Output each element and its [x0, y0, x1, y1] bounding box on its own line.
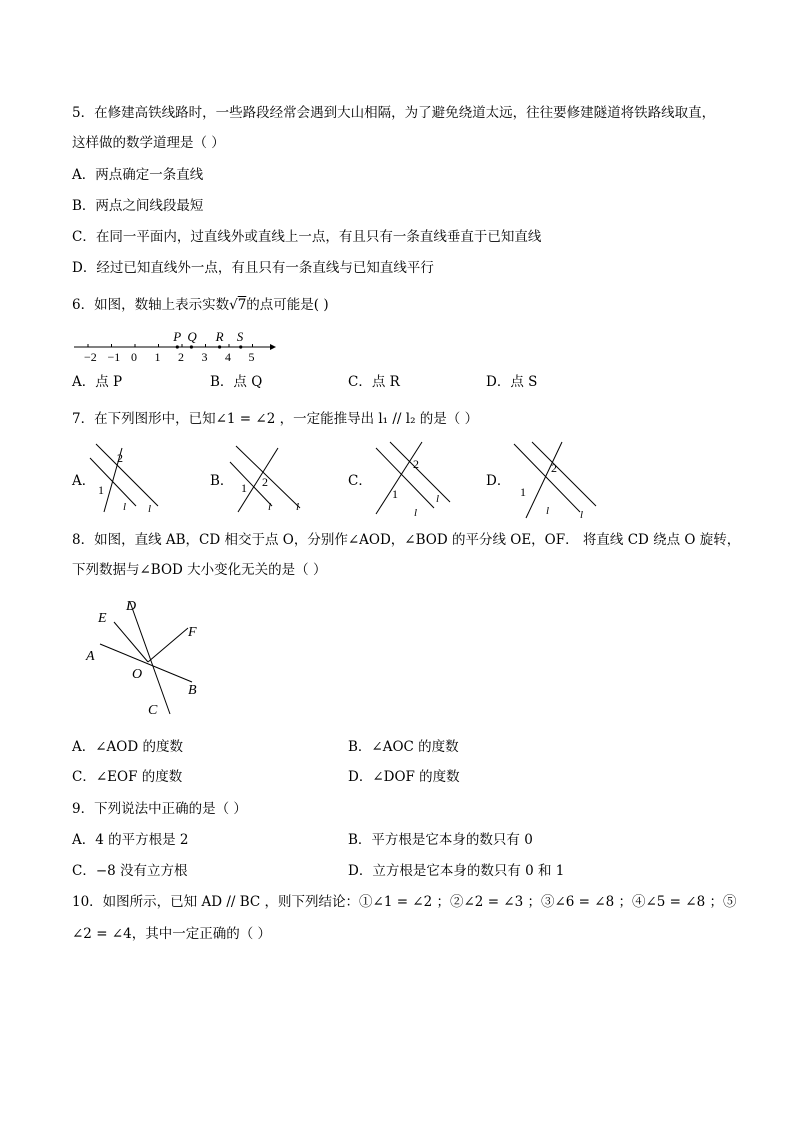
q8-option-b[interactable]: B．∠AOC 的度数 [348, 739, 459, 755]
q8-stem-line1: 8．如图，直线 AB，CD 相交于点 O，分别作∠AOD，∠BOD 的平分线 OE，OF． 将直线 CD 绕点 O 旋转， [72, 532, 741, 548]
number-line-tick-label: 4 [225, 350, 231, 364]
q7-figure-d [508, 440, 603, 522]
fig-label-b: B [188, 683, 197, 698]
q7d-angle-2: 2 [551, 461, 557, 475]
q5-option-c[interactable]: C．在同一平面内，过直线外或直线上一点，有且只有一条直线垂直于已知直线 [72, 229, 542, 245]
q7-figure-b [228, 440, 318, 515]
q9-option-d[interactable]: D．立方根是它本身的数只有 0 和 1 [348, 863, 565, 879]
q7a-angle-2: 2 [117, 451, 123, 465]
number-line-point-label: P [173, 329, 182, 344]
number-line-tick-label: 5 [248, 350, 255, 364]
q7c-angle-2: 2 [413, 457, 419, 471]
q7a-label-l2: l [148, 503, 152, 515]
number-line-tick-label: 1 [154, 350, 161, 364]
q6-radicand: 7 [237, 297, 247, 313]
q6-stem [72, 296, 329, 314]
number-line-point [218, 345, 221, 348]
number-line-point [239, 345, 242, 348]
q7-figure-c [370, 440, 460, 520]
number-line-point-label: Q [187, 329, 197, 344]
q8-option-c[interactable]: C．∠EOF 的度数 [72, 769, 183, 785]
q7-option-a[interactable]: A． [72, 473, 96, 489]
q6-stem-post: 的点可能是( ) [246, 297, 329, 313]
number-line-tick-label: 2 [178, 350, 184, 364]
q7-option-c[interactable]: C． [348, 473, 372, 489]
number-line-point-label: R [215, 329, 224, 344]
number-line-point-label: S [236, 329, 244, 344]
fig-label-f: F [188, 625, 197, 640]
q6-option-d[interactable]: D．点 S [486, 374, 538, 390]
q5-option-d[interactable]: D．经过已知直线外一点，有且只有一条直线与已知直线平行 [72, 260, 434, 276]
q8-stem-line2: 下列数据与∠BOD 大小变化无关的是（ ） [72, 562, 327, 578]
q5-stem-line2: 这样做的数学道理是（ ） [72, 135, 225, 151]
q7b-angle-1: 1 [241, 481, 247, 495]
q7b-label-l2: l [296, 501, 300, 513]
fig-label-c: C [148, 703, 158, 718]
number-line-tick-label: −2 [84, 350, 97, 364]
q6-option-c[interactable]: C．点 R [348, 374, 400, 390]
fig-label-d: D [126, 599, 137, 614]
q8-option-d[interactable]: D．∠DOF 的度数 [348, 769, 460, 785]
q7c-label-l2: l [436, 493, 440, 505]
q5-stem-line1: 5．在修建高铁线路时，一些路段经常会遇到大山相隔，为了避免绕道太远，往往要修建隧道将铁路线取直， [72, 105, 716, 121]
number-line-arrow [270, 344, 276, 350]
q6-option-b[interactable]: B．点 Q [210, 374, 263, 390]
q6-number-line-figure [70, 322, 280, 368]
q7-figure-a [88, 440, 168, 515]
q5-option-b[interactable]: B．两点之间线段最短 [72, 198, 204, 214]
fig-label-a: A [86, 649, 95, 664]
q8-option-a[interactable]: A．∠AOD 的度数 [72, 739, 183, 755]
q10-stem-line1: 10．如图所示，已知 AD // BC ，则下列结论：①∠1 = ∠2 ；②∠2 = ∠3 ；③∠6 = ∠8 ；④∠5 = ∠8 ；⑤ [72, 894, 737, 910]
q5-option-a[interactable]: A．两点确定一条直线 [72, 167, 204, 183]
q9-option-a[interactable]: A．4 的平方根是 2 [72, 832, 189, 848]
q7-stem: 7．在下列图形中，已知∠1 = ∠2 ，一定能推导出 l₁ // l₂ 的是（ ） [72, 411, 479, 427]
q6-stem-pre: 6．如图，数轴上表示实数 [72, 297, 230, 313]
sqrt-symbol: √7 [229, 297, 247, 313]
q7a-label-l1: l [123, 501, 127, 513]
q8-angle-figure [78, 592, 218, 722]
number-line-point [190, 345, 193, 348]
q9-stem: 9．下列说法中正确的是（ ） [72, 801, 247, 817]
q7b-label-l1: l [268, 501, 272, 513]
number-line-tick-label: 3 [201, 350, 208, 364]
q7b-angle-2: 2 [262, 475, 268, 489]
number-line-point [176, 345, 179, 348]
q7c-label-l1: l [414, 507, 418, 519]
q9-option-c[interactable]: C．−8 没有立方根 [72, 863, 188, 879]
q7d-label-l2: l [580, 509, 584, 521]
q7c-angle-1: 1 [392, 487, 398, 501]
fig-label-o: O [132, 667, 143, 682]
q7-option-d[interactable]: D． [486, 473, 511, 489]
q10-stem-line2: ∠2 = ∠4，其中一定正确的（ ） [72, 926, 271, 942]
q7-option-b[interactable]: B． [210, 473, 234, 489]
number-line-tick-label: −1 [107, 350, 121, 364]
q7d-angle-1: 1 [520, 485, 526, 499]
q9-option-b[interactable]: B．平方根是它本身的数只有 0 [348, 832, 533, 848]
q7d-label-l1: l [546, 505, 550, 517]
q6-option-a[interactable]: A．点 P [72, 374, 123, 390]
number-line-tick-label: 0 [131, 350, 137, 364]
q7a-angle-1: 1 [98, 483, 104, 497]
fig-label-e: E [98, 611, 107, 626]
